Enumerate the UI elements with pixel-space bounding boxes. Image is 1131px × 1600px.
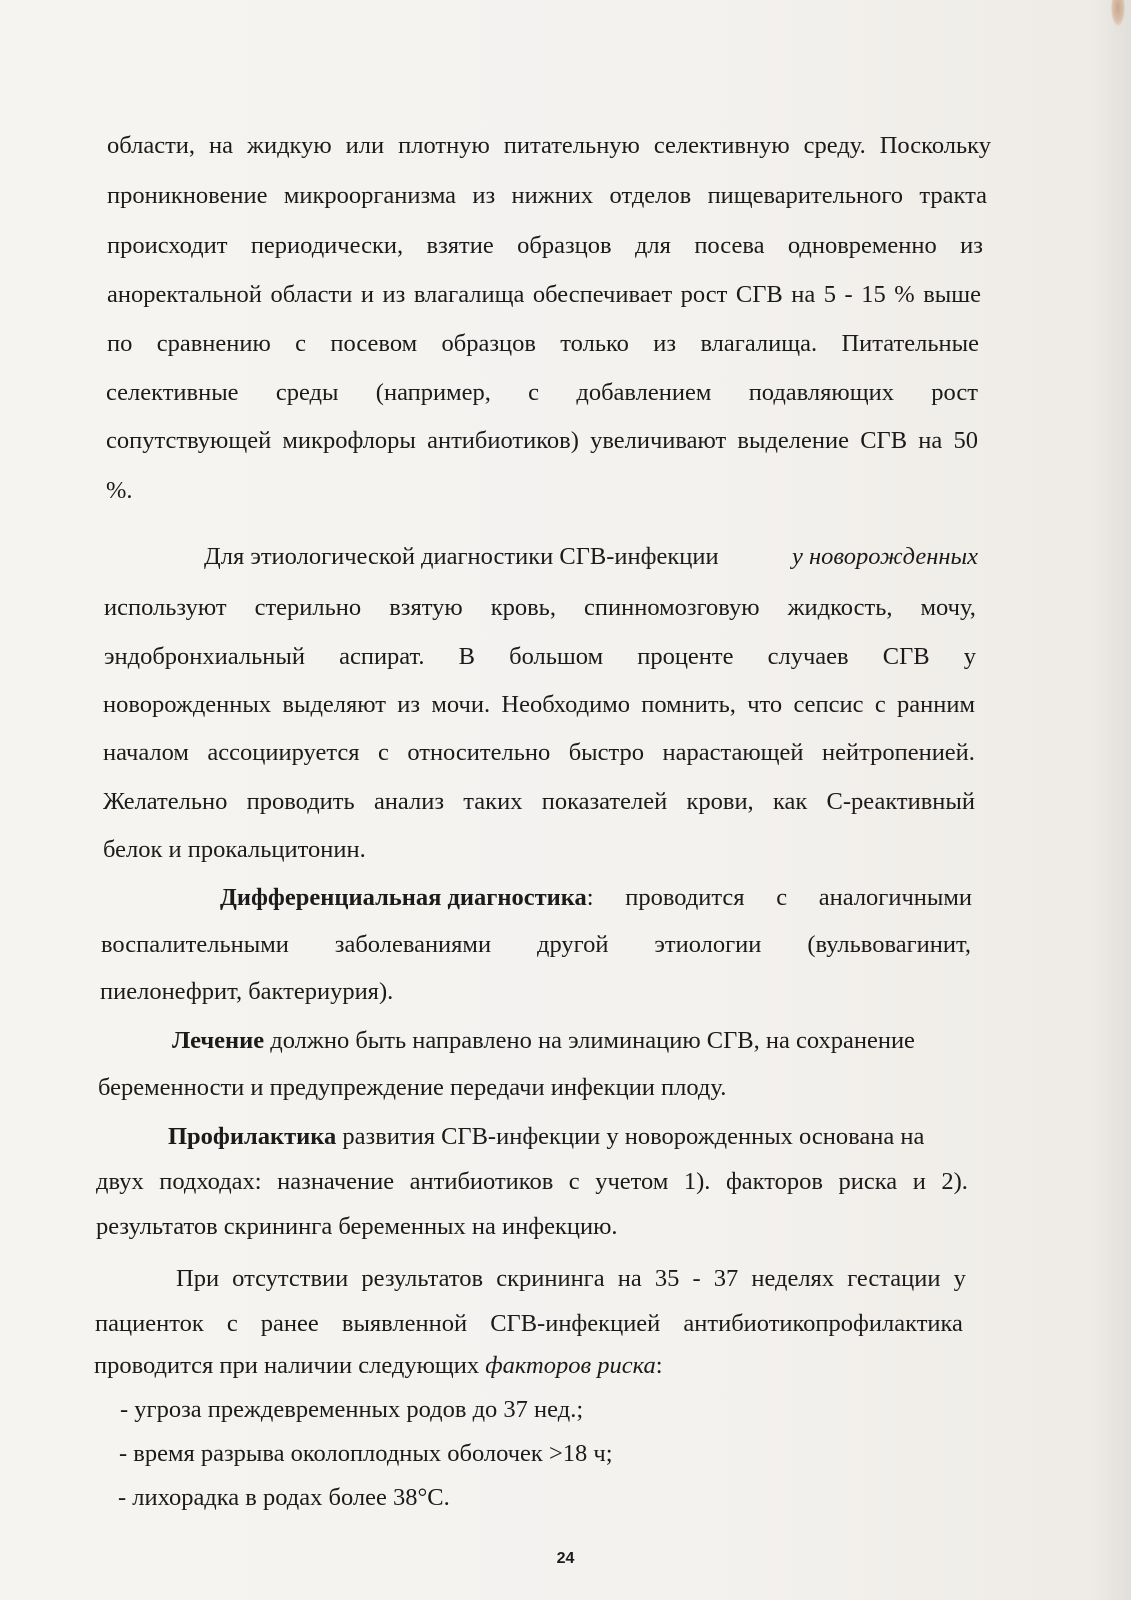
word: относительно bbox=[407, 739, 551, 766]
word: учетом bbox=[595, 1168, 669, 1195]
text-line: пиелонефрит, бактериурия). bbox=[100, 978, 394, 1005]
word: антибиотиков) bbox=[427, 427, 579, 454]
word: жидкость, bbox=[787, 594, 893, 621]
word: мочу, bbox=[920, 594, 976, 621]
word: у bbox=[963, 643, 976, 670]
word: 35 bbox=[654, 1265, 680, 1292]
word: стерильно bbox=[254, 594, 362, 621]
word: СГВ bbox=[860, 427, 908, 454]
word: периодически, bbox=[250, 232, 404, 259]
text-line: белок и прокальцитонин. bbox=[103, 836, 366, 863]
word: заболеваниями bbox=[334, 931, 492, 958]
word: или bbox=[345, 132, 385, 159]
word: двух bbox=[96, 1168, 144, 1195]
word: другой bbox=[537, 931, 609, 958]
text-line bbox=[107, 181, 987, 211]
word: микрофлоры bbox=[282, 427, 416, 454]
word: влагалища. bbox=[700, 330, 818, 357]
text-line bbox=[107, 280, 981, 310]
word: из bbox=[960, 232, 983, 259]
word: 50 bbox=[953, 427, 978, 454]
word: и bbox=[912, 1168, 926, 1195]
word: с bbox=[295, 330, 307, 357]
word: увеличивают bbox=[590, 427, 727, 454]
word: антибиотиков bbox=[409, 1168, 554, 1195]
word: скрининга bbox=[496, 1265, 605, 1292]
word: мочи. bbox=[431, 691, 491, 718]
text-line bbox=[95, 1309, 963, 1339]
text-line bbox=[96, 1167, 968, 1197]
word: с bbox=[226, 1310, 238, 1337]
word: плотную bbox=[398, 132, 490, 159]
text-line bbox=[103, 738, 975, 768]
word: Необходимо bbox=[501, 691, 630, 718]
word: При bbox=[176, 1265, 220, 1292]
word: одновременно bbox=[787, 232, 937, 259]
word: микроорганизма bbox=[283, 182, 457, 209]
word: аспират. bbox=[339, 643, 425, 670]
word: с bbox=[776, 884, 788, 911]
word: селективные bbox=[106, 379, 239, 406]
text-run: : bbox=[655, 1352, 663, 1379]
italic-term: у новорожденных bbox=[792, 543, 978, 570]
word: пищеварительного bbox=[707, 182, 904, 209]
word: с bbox=[528, 379, 540, 406]
word: факторов bbox=[725, 1168, 823, 1195]
word: из bbox=[382, 281, 406, 308]
word: Желательно bbox=[103, 788, 228, 815]
text-line bbox=[107, 231, 983, 261]
word: сопутствующей bbox=[106, 427, 272, 454]
word: нижних bbox=[511, 182, 594, 209]
word: взятие bbox=[426, 232, 494, 259]
word: рост bbox=[680, 281, 728, 308]
word: случаев bbox=[767, 643, 849, 670]
word: 2). bbox=[941, 1168, 968, 1195]
word: С-реактивный bbox=[826, 788, 975, 815]
text-line: результатов скрининга беременных на инфекцию. bbox=[96, 1213, 618, 1240]
word: этиологии bbox=[654, 931, 762, 958]
word: добавлением bbox=[576, 379, 712, 406]
word: большом bbox=[509, 643, 604, 670]
text-line bbox=[107, 329, 979, 359]
word: 5 bbox=[823, 281, 837, 308]
word: для bbox=[634, 232, 671, 259]
text-line bbox=[101, 930, 971, 960]
word: только bbox=[560, 330, 629, 357]
word: помнить, bbox=[641, 691, 736, 718]
word: крови, bbox=[686, 788, 754, 815]
word: посевом bbox=[330, 330, 418, 357]
text-line bbox=[94, 1351, 663, 1381]
word: пациенток bbox=[95, 1310, 204, 1337]
text-line bbox=[172, 1026, 915, 1056]
word: спинномозговую bbox=[584, 594, 760, 621]
word: аноректальной bbox=[107, 281, 262, 308]
italic-term: факторов риска bbox=[485, 1352, 656, 1379]
text-line: беременности и предупреждение передачи инфекции плоду. bbox=[98, 1074, 727, 1101]
word: СГВ bbox=[882, 643, 930, 670]
word: жидкую bbox=[247, 132, 332, 159]
word: проводить bbox=[246, 788, 355, 815]
word: области, bbox=[107, 132, 196, 159]
word: на bbox=[791, 281, 816, 308]
word: В bbox=[458, 643, 475, 670]
word: из bbox=[472, 182, 496, 209]
word: (например, bbox=[375, 379, 491, 406]
word: новорожденных bbox=[103, 691, 272, 718]
word: происходит bbox=[107, 232, 228, 259]
word: взятую bbox=[389, 594, 463, 621]
word: сепсис bbox=[793, 691, 864, 718]
word: анализ bbox=[373, 788, 445, 815]
text-run: должно быть направлено на элиминацию СГВ, на сохранение bbox=[264, 1027, 915, 1054]
word: назначение bbox=[277, 1168, 395, 1195]
text-line bbox=[106, 378, 978, 408]
text-run bbox=[587, 883, 972, 913]
word: среду. bbox=[803, 132, 866, 159]
word: посева bbox=[694, 232, 765, 259]
text-line bbox=[106, 426, 978, 456]
word: отделов bbox=[609, 182, 692, 209]
word: % bbox=[894, 281, 915, 308]
word: среды bbox=[275, 379, 339, 406]
word: СГВ-инфекцией bbox=[490, 1310, 661, 1337]
word: гестации bbox=[847, 1265, 941, 1292]
word: образцов bbox=[441, 330, 536, 357]
word: выделяют bbox=[282, 691, 386, 718]
word: результатов bbox=[361, 1265, 484, 1292]
word: Питательные bbox=[841, 330, 979, 357]
word: образцов bbox=[517, 232, 612, 259]
word: эндобронхиальный bbox=[104, 643, 305, 670]
text-line bbox=[176, 1264, 966, 1294]
word: неделях bbox=[751, 1265, 835, 1292]
text-line bbox=[104, 593, 976, 623]
section-heading: Лечение bbox=[172, 1027, 265, 1054]
word: на bbox=[918, 427, 943, 454]
word: 1). bbox=[683, 1168, 711, 1195]
word: обеспечивает bbox=[532, 281, 673, 308]
text-line bbox=[103, 690, 975, 720]
word: показателей bbox=[541, 788, 668, 815]
word: подавляющих bbox=[748, 379, 894, 406]
word: нейтропенией. bbox=[822, 739, 975, 766]
word: как bbox=[772, 788, 808, 815]
word: СГВ bbox=[735, 281, 783, 308]
text-line bbox=[103, 787, 975, 817]
word: рост bbox=[931, 379, 978, 406]
word: на bbox=[617, 1265, 642, 1292]
word: подходах: bbox=[159, 1168, 262, 1195]
word: - bbox=[692, 1265, 701, 1292]
word: быстро bbox=[568, 739, 645, 766]
word: 37 bbox=[713, 1265, 739, 1292]
text-line: %. bbox=[106, 477, 133, 504]
word: что bbox=[747, 691, 783, 718]
word: с bbox=[377, 739, 389, 766]
list-item: - угроза преждевременных родов до 37 нед.; bbox=[120, 1396, 584, 1423]
word: проникновение bbox=[107, 182, 268, 209]
list-item: - время разрыва околоплодных оболочек >18 ч; bbox=[119, 1440, 613, 1467]
text-line bbox=[107, 131, 991, 161]
word: селективную bbox=[653, 132, 790, 159]
word: (вульвовагинит, bbox=[807, 931, 971, 958]
section-heading: Дифференциальная диагностика bbox=[220, 884, 587, 911]
word: аналогичными bbox=[818, 884, 972, 911]
word: с bbox=[874, 691, 886, 718]
word: выше bbox=[923, 281, 981, 308]
word: - bbox=[844, 281, 853, 308]
word: тракта bbox=[919, 182, 987, 209]
text-run: Для этиологической диагностики СГВ-инфекции bbox=[204, 543, 719, 570]
word: : bbox=[586, 884, 594, 911]
word: из bbox=[653, 330, 677, 357]
word: сравнению bbox=[156, 330, 271, 357]
word: воспалительными bbox=[101, 931, 289, 958]
word: 15 bbox=[861, 281, 886, 308]
text-run: развития СГВ-инфекции у новорожденных основана на bbox=[336, 1123, 925, 1150]
text-run: проводится при наличии следующих bbox=[94, 1352, 486, 1379]
text-line bbox=[220, 883, 972, 913]
page-number: 24 bbox=[556, 1550, 575, 1567]
word: выявленной bbox=[341, 1310, 468, 1337]
word: выделение bbox=[737, 427, 849, 454]
word: питательную bbox=[503, 132, 640, 159]
word: и bbox=[360, 281, 374, 308]
word: нарастающей bbox=[662, 739, 804, 766]
word: у bbox=[953, 1265, 966, 1292]
word: из bbox=[397, 691, 421, 718]
word: на bbox=[209, 132, 234, 159]
word: антибиотикопрофилактика bbox=[683, 1310, 963, 1337]
word: проценте bbox=[637, 643, 734, 670]
word: используют bbox=[104, 594, 227, 621]
text-line bbox=[168, 1122, 924, 1152]
word: ранее bbox=[260, 1310, 319, 1337]
word: таких bbox=[463, 788, 523, 815]
text-line bbox=[104, 642, 976, 672]
word: риска bbox=[838, 1168, 898, 1195]
list-item: - лихорадка в родах более 38°С. bbox=[118, 1484, 450, 1511]
text-line bbox=[204, 542, 978, 572]
word: кровь, bbox=[490, 594, 556, 621]
section-heading: Профилактика bbox=[168, 1123, 337, 1150]
word: по bbox=[107, 330, 133, 357]
word: ассоциируется bbox=[207, 739, 360, 766]
word: области bbox=[270, 281, 353, 308]
word: началом bbox=[103, 739, 189, 766]
word: с bbox=[568, 1168, 580, 1195]
word: Поскольку bbox=[879, 132, 991, 159]
word: влагалища bbox=[413, 281, 525, 308]
word: ранним bbox=[897, 691, 975, 718]
word: проводится bbox=[625, 884, 745, 911]
word: отсутствии bbox=[232, 1265, 349, 1292]
